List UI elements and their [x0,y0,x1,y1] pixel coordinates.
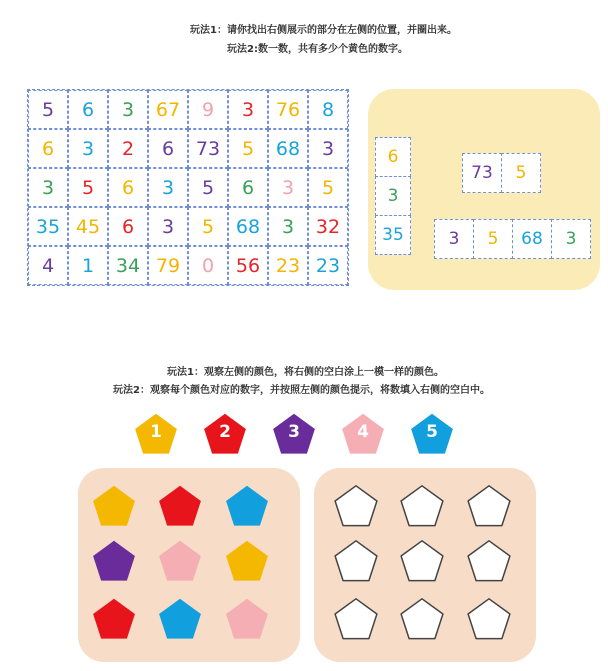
instruction-4: 玩法2：观察每个颜色对应的数字，并按照左侧的颜色提示，将数填入右侧的空白中。 [113,385,490,396]
grid-cell[interactable]: 6 [228,168,268,207]
number-grid [27,89,349,286]
grid-cell[interactable]: 45 [68,207,108,246]
grid-cell[interactable]: 5 [228,129,268,168]
blank-pentagon[interactable] [400,484,444,528]
sample-pentagon [225,484,269,528]
grid-cell[interactable]: 3 [308,129,348,168]
grid-cell[interactable]: 6 [148,129,188,168]
piece-cell: 6 [375,137,411,177]
grid-cell[interactable]: 5 [308,168,348,207]
grid-cell[interactable]: 76 [268,90,308,129]
piece-cell: 73 [462,153,502,193]
grid-cell[interactable]: 3 [28,168,68,207]
legend-pentagon [341,412,385,456]
legend-pentagon [410,412,454,456]
piece-cell: 3 [434,219,474,259]
blank-pentagon[interactable] [400,539,444,583]
grid-cell[interactable]: 0 [188,246,228,285]
instruction-1: 玩法1：请你找出右侧展示的部分在左侧的位置，并圈出来。 [190,25,457,36]
grid-cell[interactable]: 73 [188,129,228,168]
piece-cell: 5 [473,219,513,259]
legend-pentagon [203,412,247,456]
grid-cell[interactable]: 4 [28,246,68,285]
legend-number: 5 [426,422,438,442]
instruction-3: 玩法1：观察左侧的颜色，将右侧的空白涂上一模一样的颜色。 [167,367,444,378]
sample-pentagon [92,597,136,641]
piece-cell: 68 [512,219,552,259]
grid-cell[interactable]: 5 [188,168,228,207]
blank-pentagon[interactable] [467,484,511,528]
grid-cell[interactable]: 6 [108,168,148,207]
grid-cell[interactable]: 3 [68,129,108,168]
grid-cell[interactable]: 5 [28,90,68,129]
grid-cell[interactable]: 68 [228,207,268,246]
blank-pentagon[interactable] [334,539,378,583]
grid-cell[interactable]: 35 [28,207,68,246]
legend-pentagon [272,412,316,456]
grid-cell[interactable]: 6 [108,207,148,246]
blank-pentagon[interactable] [334,484,378,528]
piece-cell: 5 [501,153,541,193]
grid-cell[interactable]: 5 [188,207,228,246]
grid-cell[interactable]: 2 [108,129,148,168]
piece-cell: 3 [551,219,591,259]
grid-cell[interactable]: 9 [188,90,228,129]
piece-cell: 3 [375,176,411,216]
grid-cell[interactable]: 23 [268,246,308,285]
blank-pentagon[interactable] [334,597,378,641]
blank-pentagon[interactable] [467,597,511,641]
instruction-2: 玩法2:数一数，共有多少个黄色的数字。 [227,44,408,55]
grid-cell[interactable]: 32 [308,207,348,246]
grid-cell[interactable]: 6 [68,90,108,129]
legend-number: 2 [219,422,231,442]
legend-number: 3 [288,422,300,442]
sample-pentagon [225,539,269,583]
sample-pentagon [225,597,269,641]
legend-pentagon [134,412,178,456]
grid-cell[interactable]: 6 [28,129,68,168]
sample-pentagon [92,539,136,583]
grid-cell[interactable]: 1 [68,246,108,285]
piece-cell: 35 [375,215,411,255]
grid-cell[interactable]: 3 [268,207,308,246]
grid-cell[interactable]: 67 [148,90,188,129]
grid-cell[interactable]: 3 [268,168,308,207]
blank-pentagon[interactable] [467,539,511,583]
grid-cell[interactable]: 5 [68,168,108,207]
legend-number: 4 [357,422,369,442]
sample-pentagon [158,597,202,641]
grid-cell[interactable]: 23 [308,246,348,285]
grid-cell[interactable]: 3 [108,90,148,129]
grid-cell[interactable]: 79 [148,246,188,285]
grid-cell[interactable]: 3 [148,168,188,207]
grid-cell[interactable]: 3 [228,90,268,129]
sample-pentagon [92,484,136,528]
blank-pentagon[interactable] [400,597,444,641]
legend-number: 1 [150,422,162,442]
grid-cell[interactable]: 56 [228,246,268,285]
grid-cell[interactable]: 8 [308,90,348,129]
sample-pentagon [158,484,202,528]
grid-cell[interactable]: 68 [268,129,308,168]
grid-cell[interactable]: 3 [148,207,188,246]
grid-cell[interactable]: 34 [108,246,148,285]
sample-pentagon [158,539,202,583]
